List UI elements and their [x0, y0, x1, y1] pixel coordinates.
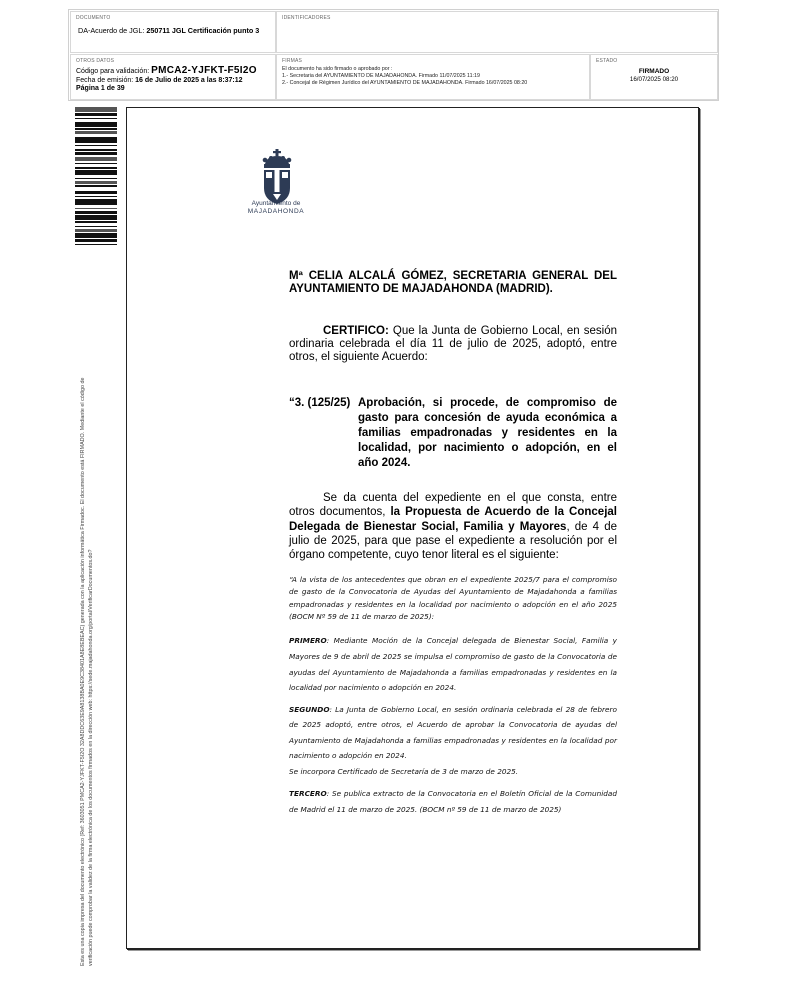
firmas-intro: El documento ha sido firmado o aprobado por : [282, 66, 393, 72]
barcode-stripe [75, 118, 117, 120]
logo-text [231, 200, 321, 215]
tercero-paragraph: TERCERO: Se publica extracto de la Convocatoria en el Boletín Oficial de la Comunidad de Madrid el 11 de marzo de 2025. (BOCM nº 59 de 11 de marzo de 2025) [289, 789, 617, 814]
cuenta-paragraph: Se da cuenta del expediente en el que consta, entre otros documentos, la Propuesta de Acuerdo de la Concejal Delegada de Bienestar Social, Familia y Mayores, de 4 de julio de 2025, para que pase el expediente a resolución por el órgano competente, cuyo tenor literal es el siguiente: [289, 492, 617, 562]
logo-line-1: Ayuntamiento de [251, 200, 301, 207]
firma-line: 2.- Concejal de Régimen Jurídico del AYUNTAMIENTO DE MAJADAHONDA. Firmado 16/07/2025 08:20 [282, 79, 528, 86]
barcode-stripe [75, 167, 117, 169]
logo-line-2: MAJADAHONDA [247, 207, 305, 215]
firmas-cell [276, 54, 590, 100]
barcode [75, 107, 117, 277]
barcode-stripe [75, 163, 117, 165]
page-count: Página 1 de 39 [76, 85, 125, 92]
firmas-label: FIRMAS [282, 58, 303, 64]
barcode-stripe [75, 221, 117, 223]
estado-cell [590, 54, 718, 100]
certifico-lead: CERTIFICO: [323, 325, 389, 337]
barcode-stripe [75, 122, 117, 127]
certifico-paragraph: CERTIFICO: Que la Junta de Gobierno Local, en sesión ordinaria celebrada el día 11 de julio de 2025, adoptó, entre otros, el siguiente Acuerdo: [289, 325, 617, 364]
barcode-stripe [75, 131, 117, 134]
validation-code-value: PMCA2-YJFKT-F5I2O [151, 65, 257, 76]
validation-code: Código para validación: PMCA2-YJFKT-F5I2O [76, 65, 257, 76]
agenda-title: Aprobación, si procede, de compromiso de gasto para concesión de ayuda económica a familias empadronadas y residentes en la localidad, por nacimiento o adopción, en el año 2024. [358, 397, 617, 469]
barcode-stripe [75, 152, 117, 155]
barcode-stripe [75, 244, 117, 246]
documento-title: 250711 JGL Certificación punto 3 [146, 26, 260, 35]
barcode-stripe [75, 239, 117, 242]
barcode-stripe [75, 185, 117, 187]
barcode-stripe [75, 113, 117, 116]
barcode-stripe [75, 128, 117, 130]
document-metadata-header [68, 9, 719, 101]
segundo-extra: Se incorpora Certificado de Secretaría de 3 de marzo de 2025. [289, 766, 519, 776]
documento-label: DOCUMENTO [76, 15, 111, 21]
barcode-stripe [75, 211, 117, 214]
barcode-stripe [75, 178, 117, 180]
barcode-stripe [75, 208, 117, 210]
side-text-line-2: verificación puede comprobar la validez de la firma electrónica de los documentos firmados en la dirección web: https://sede.majadahonda.org/portal/VerificarDocumentos.do? [88, 549, 94, 966]
barcode-stripe [75, 199, 117, 205]
issue-date: Fecha de emisión: 16 de Julio de 2025 a las 8:37:12 [76, 76, 243, 84]
identificadores-label: IDENTIFICADORES [282, 15, 331, 21]
primero-paragraph: PRIMERO: Mediante Moción de la Concejal delegada de Bienestar Social, Familia y Mayores de 9 de abril de 2025 se impulsa el compromiso de gasto de la Convocatoria de ayudas del Ayuntamiento de Majadahonda a familias empadronadas y residentes en la localidad por nacimiento o adopción en 2024. [289, 636, 617, 693]
barcode-stripe [75, 196, 117, 198]
otros-datos-cell [70, 54, 276, 100]
document-title: Mª CELIA ALCALÁ GÓMEZ, SECRETARIA GENERAL DEL AYUNTAMIENTO DE MAJADAHONDA (MADRID). [289, 270, 617, 295]
barcode-stripe [75, 107, 117, 112]
barcode-stripe [75, 181, 117, 184]
barcode-stripe [75, 233, 117, 238]
documento-cell [70, 11, 276, 53]
agenda-number: “3. (125/25) [289, 397, 351, 409]
side-text-line-1: Esta es una copia impresa del documento electrónico (Ref: 3603051 PMCA2-YJFKT-F5I2O 32A8DDC63E9A8138BA0E9C38401A8E8EBEAC) generada con la aplicación informática Firmadoc. El documento está FIRMADO. Mediante el código de [80, 377, 86, 966]
status-badge: FIRMADO [638, 68, 670, 75]
documento-value: DA-Acuerdo de JGL: 250711 JGL Certificación punto 3 [78, 26, 260, 35]
quote-intro: “A la vista de los antecedentes que obran en el expediente 2025/7 para el compromiso de gasto de la Convocatoria de Ayudas del Ayuntamiento de Majadahonda a familias empadronadas y residentes en la localidad por nacimiento o adopción en el año 2025 (BOCM Nº 59 de 11 de marzo de 2025): [289, 575, 617, 622]
barcode-stripe [75, 170, 117, 175]
otros-datos-label: OTROS DATOS [76, 58, 115, 64]
propuesta-reference: la Propuesta de Acuerdo de la Concejal Delegada de Bienestar Social, Familia y Mayores [289, 506, 617, 533]
barcode-stripe [75, 191, 117, 194]
barcode-stripe [75, 215, 117, 220]
barcode-stripe [75, 137, 117, 143]
barcode-stripe [75, 229, 117, 232]
firma-line: 1.- Secretaria del AYUNTAMIENTO DE MAJADAHONDA. Firmado 11/07/2025 11:19 [282, 72, 480, 79]
segundo-paragraph: SEGUNDO: La Junta de Gobierno Local, en sesión ordinaria celebrada el 28 de febrero de 2025 adoptó, entre otros, el Acuerdo de aprobar la Convocatoria de ayudas del Ayuntamiento de Majadahonda a familias empadronadas y residentes en la localidad por nacimiento o adopción en 2024. Se incorpora Certificado de Secretaría de 3 de marzo de 2025. [289, 705, 617, 776]
estado-label: ESTADO [596, 58, 618, 64]
status-date: 16/07/2025 08:20 [629, 76, 679, 83]
barcode-stripe [75, 145, 117, 147]
identificadores-cell [276, 11, 718, 53]
barcode-stripe [75, 149, 117, 151]
barcode-stripe [75, 226, 117, 228]
barcode-stripe [75, 157, 117, 162]
